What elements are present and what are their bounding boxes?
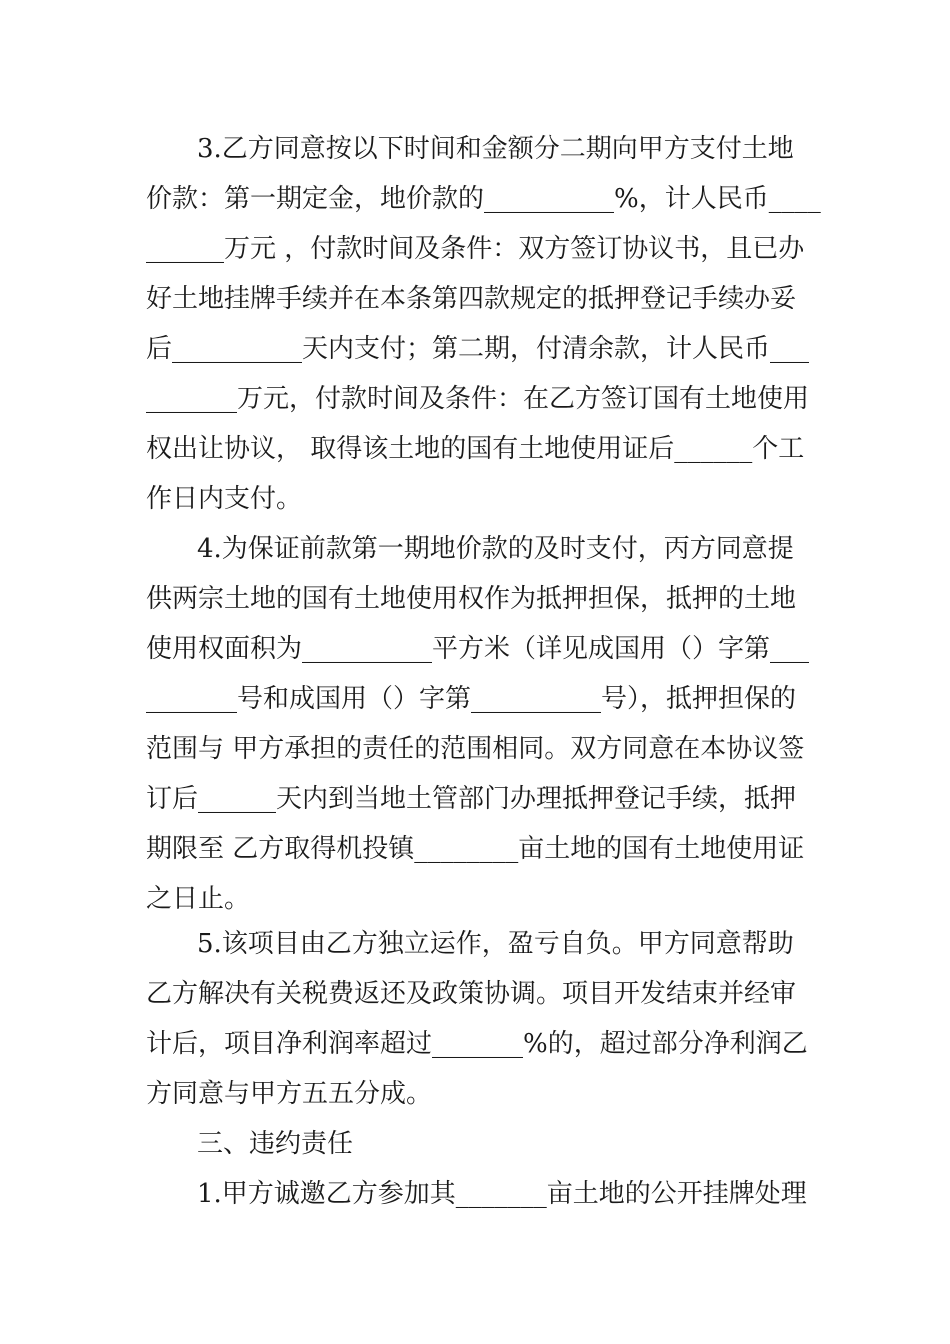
text-line-9: 4.为保证前款第一期地价款的及时支付，丙方同意提 (197, 534, 794, 564)
text-line-17: 5.该项目由乙方独立运作，盈亏自负。甲方同意帮助 (197, 929, 794, 959)
text-line-20: 方同意与甲方五五分成。 (146, 1079, 433, 1109)
text-line-11: 使用权面积为__________平方米（详见成国用（）字第___ (146, 634, 810, 664)
text-line-5: 后__________天内支付；第二期，付清余款，计人民币___ (146, 334, 810, 364)
text-line-16: 之日止。 (146, 884, 251, 914)
text-line-15: 期限至 乙方取得机投镇________亩土地的国有土地使用证 (146, 834, 805, 864)
text-line-8: 作日内支付。 (146, 484, 303, 514)
text-line-22: 1.甲方诚邀乙方参加其_______亩土地的公开挂牌处理 (197, 1179, 807, 1209)
text-line-19: 计后，项目净利润率超过_______%的，超过部分净利润乙 (146, 1029, 808, 1059)
section-heading: 三、违约责任 (197, 1129, 354, 1159)
text-line-4: 好土地挂牌手续并在本条第四款规定的抵押登记手续办妥 (146, 284, 797, 314)
text-line-14: 订后______天内到当地土管部门办理抵押登记手续，抵押 (146, 784, 797, 814)
text-line-13: 范围与 甲方承担的责任的范围相同。双方同意在本协议签 (146, 734, 805, 764)
text-line-12: _______号和成国用（）字第__________号），抵押担保的 (146, 684, 797, 714)
text-line-6: _______万元，付款时间及条件：在乙方签订国有土地使用 (146, 384, 810, 414)
text-line-1: 3.乙方同意按以下时间和金额分二期向甲方支付土地 (197, 134, 794, 164)
text-line-10: 供两宗土地的国有土地使用权作为抵押担保，抵押的土地 (146, 584, 797, 614)
text-line-2: 价款：第一期定金，地价款的__________%，计人民币____ (146, 184, 821, 214)
text-line-3: ______万元 ，付款时间及条件：双方签订协议书，且已办 (146, 234, 805, 264)
text-line-18: 乙方解决有关税费返还及政策协调。项目开发结束并经审 (146, 979, 797, 1009)
text-line-7: 权出让协议， 取得该土地的国有土地使用证后______个工 (146, 434, 805, 464)
